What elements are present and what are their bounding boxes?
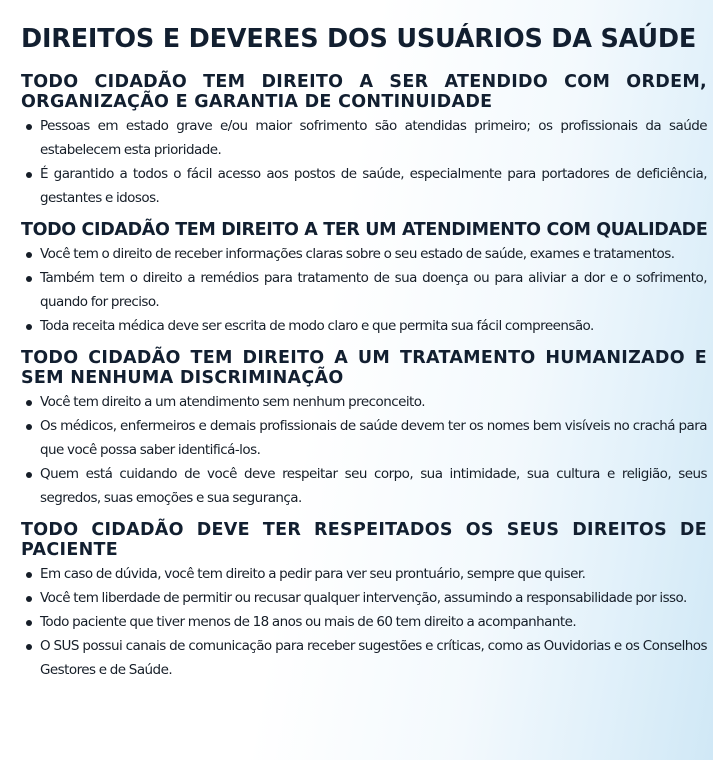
section-tratamento-humanizado <box>21 348 707 510</box>
list-item <box>21 114 707 162</box>
list-item-text: O SUS possui canais de comunicação para receber sugestões e críticas, como as Ouvidorias e os Conselhos Gestores e de Saúde. <box>40 638 707 678</box>
list-item-text: Você tem o direito de receber informações claras sobre o seu estado de saúde, exames e tratamentos. <box>40 246 675 262</box>
list-item <box>21 462 707 510</box>
bullet-list <box>21 562 707 682</box>
list-item-text: Você tem liberdade de permitir ou recusar qualquer intervenção, assumindo a responsabilidade por isso. <box>40 590 687 606</box>
section-direitos-paciente <box>21 520 707 682</box>
bullet-icon <box>26 252 32 258</box>
bullet-icon <box>26 124 32 130</box>
bullet-icon <box>26 472 32 478</box>
bullet-icon <box>26 644 32 650</box>
bullet-icon <box>26 424 32 430</box>
bullet-icon <box>26 596 32 602</box>
bullet-icon <box>26 276 32 282</box>
list-item <box>21 390 707 414</box>
page-title: DIREITOS E DEVERES DOS USUÁRIOS DA SAÚDE <box>21 24 697 54</box>
bullet-icon <box>26 620 32 626</box>
section-atendimento-ordem <box>21 72 707 210</box>
list-item-text: Também tem o direito a remédios para tratamento de sua doença ou para aliviar a dor e o sofrimento, quando for preciso. <box>40 270 707 310</box>
list-item <box>21 266 707 314</box>
list-item-text: Quem está cuidando de você deve respeitar seu corpo, sua intimidade, sua cultura e religião, seus segredos, suas emoções e sua segurança. <box>40 466 707 506</box>
bullet-list <box>21 242 707 338</box>
bullet-list <box>21 114 707 210</box>
list-item <box>21 586 707 610</box>
bullet-icon <box>26 400 32 406</box>
list-item-text: Em caso de dúvida, você tem direito a pedir para ver seu prontuário, sempre que quiser. <box>40 566 586 582</box>
bullet-icon <box>26 572 32 578</box>
list-item-text: É garantido a todos o fácil acesso aos postos de saúde, especialmente para portadores de deficiência, gestantes e idosos. <box>40 166 707 206</box>
section-heading: TODO CIDADÃO TEM DIREITO A SER ATENDIDO COM ORDEM, ORGANIZAÇÃO E GARANTIA DE CONTINUIDADE <box>21 72 707 112</box>
section-heading: TODO CIDADÃO DEVE TER RESPEITADOS OS SEUS DIREITOS DE PACIENTE <box>21 520 707 560</box>
list-item <box>21 314 707 338</box>
section-atendimento-qualidade <box>21 220 707 338</box>
list-item <box>21 242 707 266</box>
list-item <box>21 634 707 682</box>
list-item <box>21 610 707 634</box>
bullet-icon <box>26 324 32 330</box>
bullet-icon <box>26 172 32 178</box>
list-item-text: Os médicos, enfermeiros e demais profissionais de saúde devem ter os nomes bem visíveis no crachá para que você possa saber identificá-los. <box>40 418 707 458</box>
section-heading: TODO CIDADÃO TEM DIREITO A TER UM ATENDIMENTO COM QUALIDADE <box>21 220 708 240</box>
list-item <box>21 562 707 586</box>
list-item-text: Toda receita médica deve ser escrita de modo claro e que permita sua fácil compreensão. <box>40 318 594 334</box>
list-item <box>21 162 707 210</box>
list-item-text: Pessoas em estado grave e/ou maior sofrimento são atendidas primeiro; os profissionais da saúde estabelecem esta prioridade. <box>40 118 707 158</box>
list-item-text: Você tem direito a um atendimento sem nenhum preconceito. <box>40 394 426 410</box>
section-heading: TODO CIDADÃO TEM DIREITO A UM TRATAMENTO HUMANIZADO E SEM NENHUMA DISCRIMINAÇÃO <box>21 348 707 388</box>
bullet-list <box>21 390 707 510</box>
list-item-text: Todo paciente que tiver menos de 18 anos ou mais de 60 tem direito a acompanhante. <box>40 614 577 630</box>
list-item <box>21 414 707 462</box>
